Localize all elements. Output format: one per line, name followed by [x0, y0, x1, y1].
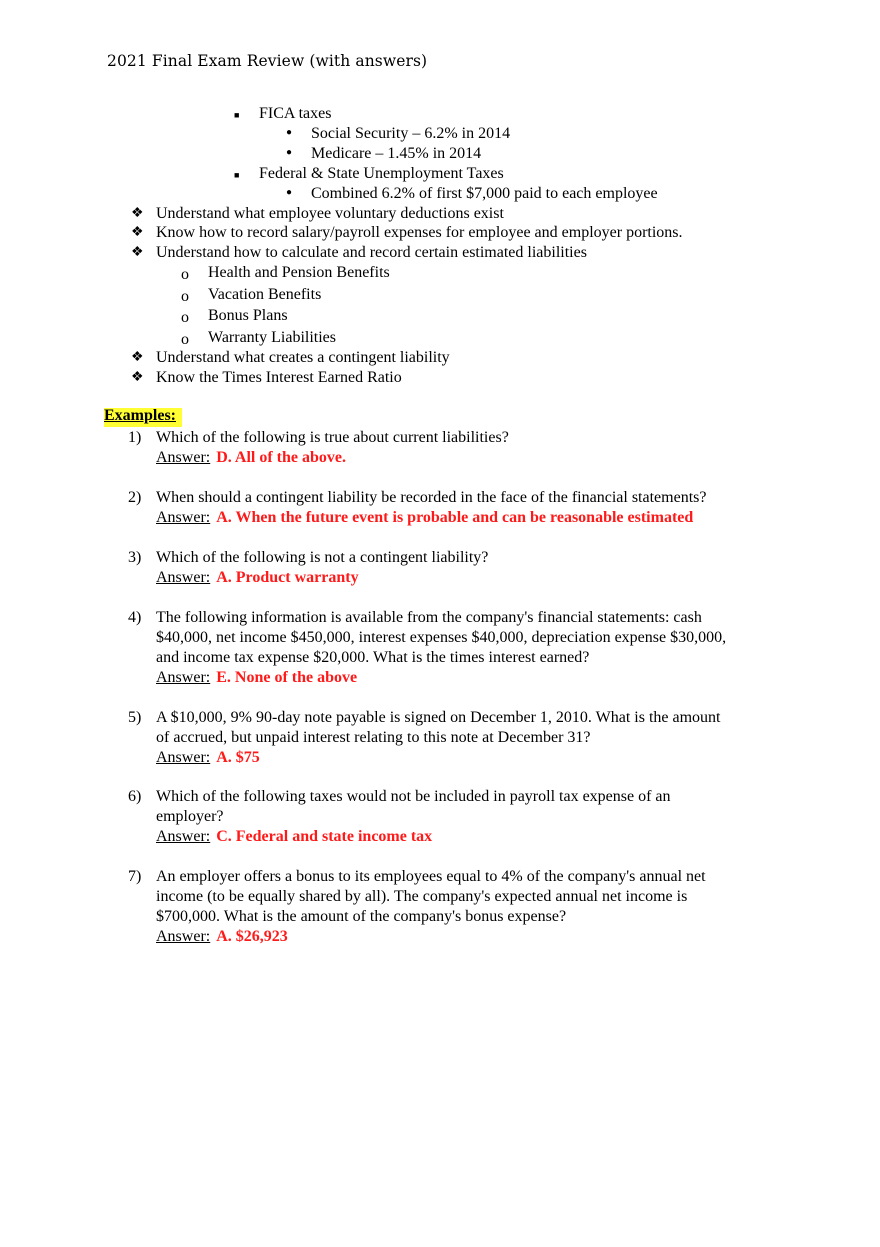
outline-combined: Combined 6.2% of first $7,000 paid to each employee	[311, 185, 658, 202]
dot-bullet: ●	[286, 187, 293, 198]
question-number: 3)	[128, 549, 142, 566]
examples-heading: Examples:	[104, 407, 176, 424]
answer-label: Answer:	[156, 509, 211, 526]
question-text: $700,000. What is the amount of the company's bonus expense?	[156, 908, 567, 925]
page-header: 2021 Final Exam Review (with answers)	[107, 52, 428, 70]
question-text: of accrued, but unpaid interest relating to this note at December 31?	[156, 729, 591, 746]
outline-medicare: Medicare – 1.45% in 2014	[311, 145, 482, 162]
answer-value: A. $75	[216, 749, 260, 766]
diamond-bullet: ❖	[131, 206, 144, 221]
answer-value: C. Federal and state income tax	[216, 828, 433, 845]
question-text: Which of the following taxes would not be included in payroll tax expense of an	[156, 788, 671, 805]
circle-bullet: o	[181, 331, 189, 348]
answer-value: A. Product warranty	[216, 569, 359, 586]
square-bullet: ■	[234, 110, 240, 120]
answer-label: Answer:	[156, 928, 211, 945]
question-number: 2)	[128, 489, 142, 506]
outline-vacation: Vacation Benefits	[208, 286, 322, 303]
answer-value: A. When the future event is probable and can be reasonable estimated	[216, 509, 694, 526]
answer-line	[156, 448, 346, 468]
diamond-bullet: ❖	[131, 245, 144, 260]
question-text: $40,000, net income $450,000, interest expenses $40,000, depreciation expense $30,000,	[156, 629, 727, 646]
dot-bullet: ●	[286, 147, 293, 158]
diamond-bullet: ❖	[131, 370, 144, 385]
circle-bullet: o	[181, 309, 189, 326]
answer-line	[156, 508, 693, 528]
answer-value: E. None of the above	[216, 669, 358, 686]
answer-line	[156, 927, 288, 947]
outline-social-security: Social Security – 6.2% in 2014	[311, 125, 511, 142]
question-text: and income tax expense $20,000. What is the times interest earned?	[156, 649, 590, 666]
answer-line	[156, 827, 432, 847]
circle-bullet: o	[181, 288, 189, 305]
answer-value: A. $26,923	[216, 928, 288, 945]
outline-bonus: Bonus Plans	[208, 307, 288, 324]
question-number: 7)	[128, 868, 142, 885]
answer-line	[156, 748, 260, 768]
question-text: When should a contingent liability be recorded in the face of the financial statements?	[156, 489, 707, 506]
question-text: The following information is available from the company's financial statements: cash	[156, 609, 702, 626]
question-text: Which of the following is not a contingent liability?	[156, 549, 489, 566]
question-text: employer?	[156, 808, 224, 825]
answer-label: Answer:	[156, 828, 211, 845]
question-number: 1)	[128, 429, 142, 446]
question-number: 5)	[128, 709, 142, 726]
outline-estimated: Understand how to calculate and record certain estimated liabilities	[156, 244, 587, 261]
answer-label: Answer:	[156, 449, 211, 466]
circle-bullet: o	[181, 266, 189, 283]
answer-value: D. All of the above.	[216, 449, 346, 466]
answer-line	[156, 568, 359, 588]
outline-fica: FICA taxes	[259, 105, 332, 122]
answer-line	[156, 668, 357, 688]
outline-warranty: Warranty Liabilities	[208, 329, 336, 346]
question-number: 4)	[128, 609, 142, 626]
answer-label: Answer:	[156, 749, 211, 766]
outline-voluntary: Understand what employee voluntary deductions exist	[156, 205, 504, 222]
diamond-bullet: ❖	[131, 350, 144, 365]
outline-unemployment: Federal & State Unemployment Taxes	[259, 165, 504, 182]
answer-label: Answer:	[156, 569, 211, 586]
outline-contingent: Understand what creates a contingent liability	[156, 349, 450, 366]
square-bullet: ■	[234, 170, 240, 180]
question-text: An employer offers a bonus to its employees equal to 4% of the company's annual net	[156, 868, 706, 885]
outline-times-interest: Know the Times Interest Earned Ratio	[156, 369, 402, 386]
diamond-bullet: ❖	[131, 225, 144, 240]
question-text: Which of the following is true about current liabilities?	[156, 429, 509, 446]
dot-bullet: ●	[286, 127, 293, 138]
outline-record-salary: Know how to record salary/payroll expenses for employee and employer portions.	[156, 224, 683, 241]
question-text: income (to be equally shared by all). The company's expected annual net income is	[156, 888, 688, 905]
answer-label: Answer:	[156, 669, 211, 686]
question-number: 6)	[128, 788, 142, 805]
question-text: A $10,000, 9% 90-day note payable is signed on December 1, 2010. What is the amount	[156, 709, 721, 726]
outline-health: Health and Pension Benefits	[208, 264, 390, 281]
